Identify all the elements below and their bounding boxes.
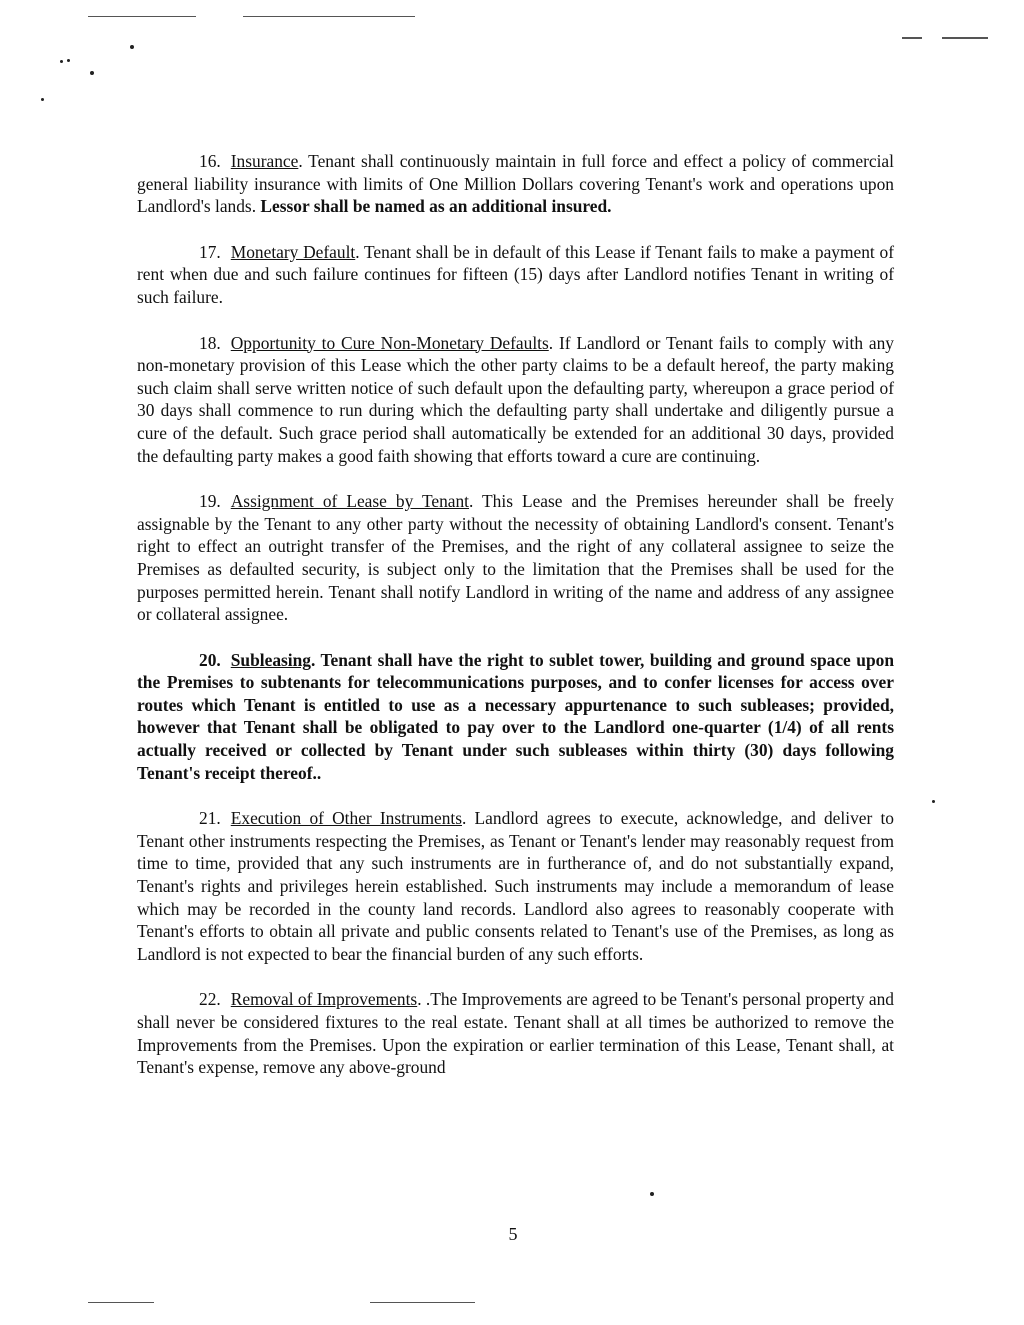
paragraph-21-execution-of-instruments xyxy=(137,807,894,965)
paragraph-heading: Insurance xyxy=(230,151,299,171)
document-body xyxy=(137,150,894,1102)
paragraph-16-insurance xyxy=(137,150,894,218)
paragraph-heading: Subleasing xyxy=(230,649,311,670)
paragraph-heading: Monetary Default xyxy=(230,241,356,262)
paragraph-bold-text: Lessor shall be named as an additional insured. xyxy=(260,196,612,217)
paragraph-number: 20. xyxy=(199,649,221,670)
scan-artifact xyxy=(932,800,935,803)
paragraph-heading: Execution of Other Instruments xyxy=(230,808,463,829)
paragraph-heading: Opportunity to Cure Non-Monetary Defaults xyxy=(230,332,549,353)
paragraph-number: 18. xyxy=(199,332,221,353)
paragraph-number: 22. xyxy=(199,989,221,1010)
paragraph-text: . Tenant shall have the right to sublet tower, building and ground space upon the Premises to subtenants for telecommunications purposes, and to confer licenses for access over routes which Tenant is entitled to use as a necessary appurtenance to such subleases; provided, however that Tenant shall be obligated to pay over to the Landlord one-quarter (1/4) of all rents actually received or collected by Tenant under such subleases within thirty (30) days following Tenant's receipt thereof.. xyxy=(137,649,894,783)
paragraph-18-opportunity-to-cure xyxy=(137,332,894,468)
scan-artifact xyxy=(90,71,94,75)
paragraph-text: . This Lease and the Premises hereunder shall be freely assignable by the Tenant to any other party without the necessity of obtaining Landlord's consent. Tenant's right to effect an outright transfer of the Premises, and the right of any collateral assignee to seize the Premises as defaulted security, is subject only to the limitation that the Premises shall be used for the purposes permitted herein. Tenant shall notify Landlord in writing of the name and address of any assignee or collateral assignee. xyxy=(137,491,894,625)
scan-artifact xyxy=(130,45,134,49)
paragraph-number: 19. xyxy=(199,491,221,512)
scan-artifact xyxy=(370,1302,475,1303)
paragraph-text: . If Landlord or Tenant fails to comply with any non-monetary provision of this Lease which the other party claims to be a default hereof, the party making such claim shall serve written notice of such default upon the defaulting party, whereupon a grace period of 30 days shall commence to run during which the defaulting party shall undertake and diligently pursue a cure of the default. Such grace period shall automatically be extended for an additional 30 days, provided the defaulting party makes a good faith showing that efforts toward a cure are continuing. xyxy=(137,332,894,466)
scan-artifact xyxy=(41,98,44,101)
paragraph-number: 21. xyxy=(199,808,221,829)
paragraph-text: . .The Improvements are agreed to be Tenant's personal property and shall never be considered fixtures to the real estate. Tenant shall at all times be authorized to remove the Improvements from the Premises. Upon the expiration or earlier termination of this Lease, Tenant shall, at Tenant's expense, remove any above-ground xyxy=(137,989,894,1078)
paragraph-heading: Assignment of Lease by Tenant xyxy=(230,491,470,512)
scan-artifact xyxy=(902,37,922,39)
paragraph-text: . Tenant shall continuously maintain in full force and effect a policy of commercial general liability insurance with limits of One Million Dollars covering Tenant's work and operations upon Landlord's lands. xyxy=(137,151,894,217)
paragraph-number: 17. xyxy=(199,241,221,262)
paragraph-text: . Landlord agrees to execute, acknowledge, and deliver to Tenant other instruments respecting the Premises, as Tenant or Tenant's lender may reasonably request from time to time, provided that any such instruments are in furtherance of, and do not substantially expand, Tenant's rights and privileges herein established. Such instruments may include a memorandum of lease which may be recorded in the county land records. Landlord also agrees to reasonably cooperate with Tenant's efforts to obtain all private and public consents related to Tenant's use of the Premises, as long as Landlord is not expected to bear the financial burden of any such efforts. xyxy=(137,808,894,964)
scan-artifact xyxy=(60,60,63,63)
scan-artifact xyxy=(942,37,988,39)
paragraph-text: . Tenant shall be in default of this Lease if Tenant fails to make a payment of rent when due and such failure continues for fifteen (15) days after Landlord notifies Tenant in writing of such failure. xyxy=(137,241,894,307)
paragraph-17-monetary-default xyxy=(137,241,894,309)
scan-artifact xyxy=(243,16,415,17)
paragraph-number: 16. xyxy=(199,151,221,171)
paragraph-20-subleasing xyxy=(137,649,894,785)
scan-artifact xyxy=(650,1192,654,1196)
paragraph-22-removal-of-improvements xyxy=(137,988,894,1078)
scan-artifact xyxy=(67,59,70,62)
paragraph-19-assignment xyxy=(137,490,894,626)
scan-artifact xyxy=(88,16,196,17)
page-number: 5 xyxy=(508,1224,518,1244)
scan-artifact xyxy=(88,1302,154,1303)
paragraph-heading: Removal of Improvements xyxy=(230,989,418,1010)
